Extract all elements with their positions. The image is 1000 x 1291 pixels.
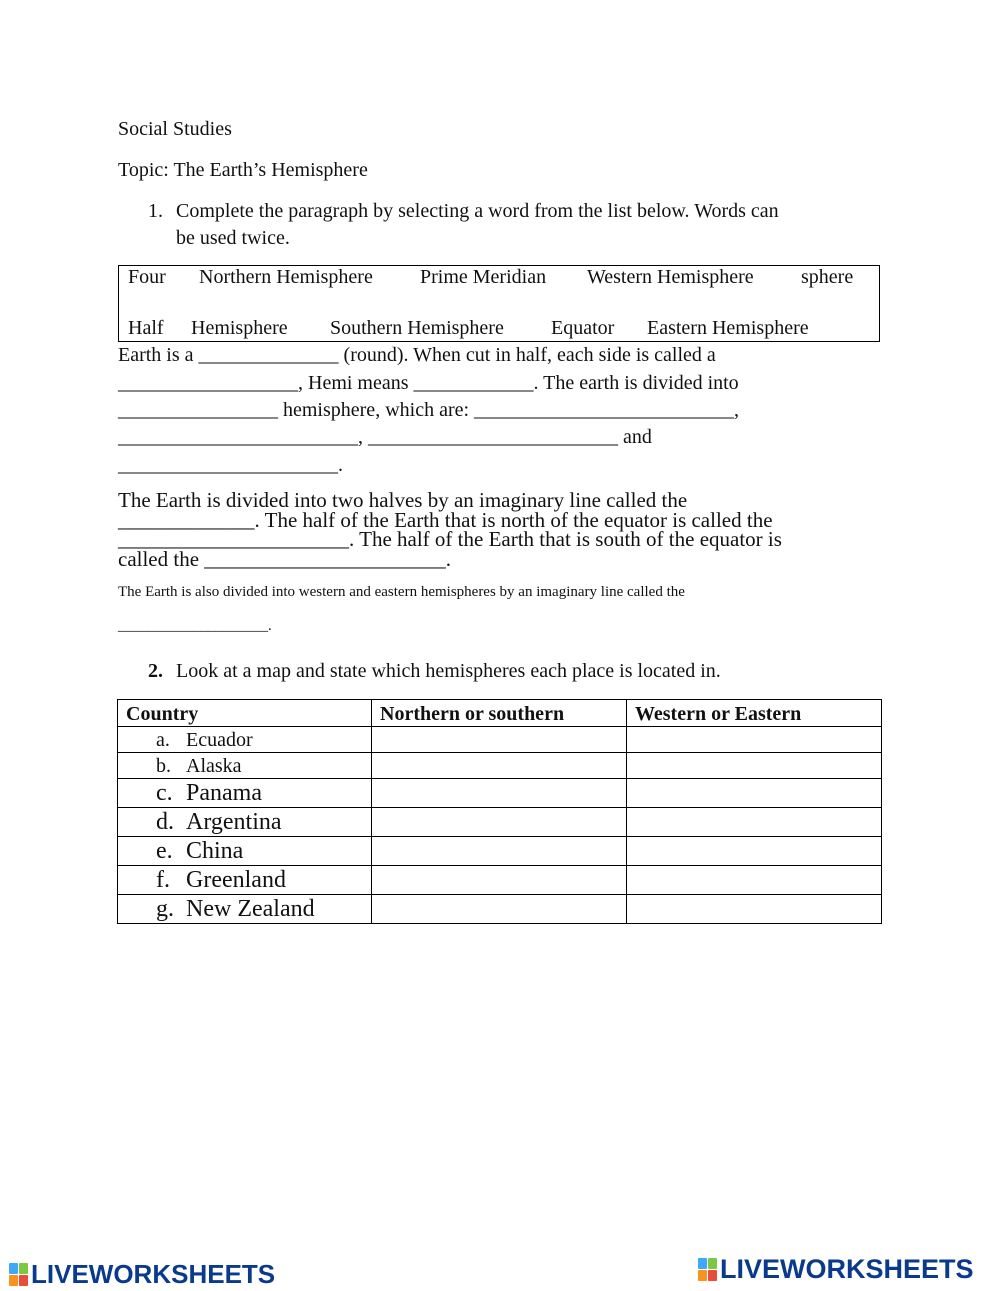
fill-in-blank[interactable]: ________________ [118,399,278,421]
table-row [118,895,882,924]
logo-block [19,1275,28,1286]
logo-block [9,1263,18,1274]
logo-block [9,1275,18,1286]
northern-southern-answer-cell[interactable] [372,866,627,895]
paragraph-1-line-2: __________________, Hemi means ____________. The earth is divided into [118,372,739,394]
word-southern-hemisphere: Southern Hemisphere [330,317,504,339]
liveworksheets-logo-left[interactable] [9,1259,275,1290]
word-four: Four [128,266,166,288]
fill-in-blank[interactable]: _______________________ [204,547,446,571]
northern-southern-answer-cell[interactable] [372,895,627,924]
country-cell: g. New Zealand [118,895,372,924]
paragraph-1-line-1: Earth is a ______________ (round). When cut in half, each side is called a [118,344,716,366]
country-cell: a. Ecuador [118,727,372,753]
logo-block [708,1258,717,1269]
header-western-eastern: Western or Eastern [627,700,882,727]
fill-in-blank[interactable]: ______________ [198,344,339,366]
northern-southern-answer-cell[interactable] [372,727,627,753]
logo-block [19,1263,28,1274]
table-row [118,727,882,753]
table-header-row [118,700,882,727]
paragraph-2-line-4: called the _______________________. [118,547,452,571]
liveworksheets-logo-right[interactable] [698,1254,974,1285]
fill-in-blank[interactable]: ______________________ [118,454,338,476]
paragraph-1-line-4: ________________________, _________________________ and [118,426,652,448]
fill-in-blank[interactable]: _________________________ [368,426,618,448]
western-eastern-answer-cell[interactable] [627,837,882,866]
table-row [118,837,882,866]
table-row [118,808,882,837]
word-equator: Equator [551,317,615,339]
western-eastern-answer-cell[interactable] [627,727,882,753]
paragraph-3-line-1: The Earth is also divided into western and eastern hemispheres by an imaginary line called the [118,584,685,600]
fill-in-blank[interactable]: _____________ [118,508,255,532]
northern-southern-answer-cell[interactable] [372,753,627,779]
word-bank [118,265,880,342]
paragraph-2-line-3: ______________________. The half of the Earth that is south of the equator is [118,527,782,551]
table-row [118,753,882,779]
logo-blocks-icon [698,1258,717,1281]
fill-in-blank[interactable]: ______________________ [118,527,349,551]
word-hemisphere: Hemisphere [191,317,288,339]
fill-in-blank[interactable]: ____________ [413,372,534,394]
header-country: Country [118,700,372,727]
question-1-number: 1. [148,200,163,222]
northern-southern-answer-cell[interactable] [372,808,627,837]
paragraph-2-line-1: The Earth is divided into two halves by an imaginary line called the [118,488,688,512]
northern-southern-answer-cell[interactable] [372,837,627,866]
country-cell: d. Argentina [118,808,372,837]
western-eastern-answer-cell[interactable] [627,895,882,924]
word-western-hemisphere: Western Hemisphere [587,266,754,288]
logo-text: LIVEWORKSHEETS [720,1254,974,1284]
western-eastern-answer-cell[interactable] [627,753,882,779]
paragraph-1-line-5: ______________________. [118,454,343,476]
table-row [118,779,882,808]
northern-southern-answer-cell[interactable] [372,779,627,808]
logo-blocks-icon [9,1263,28,1286]
western-eastern-answer-cell[interactable] [627,866,882,895]
country-cell: b. Alaska [118,753,372,779]
word-prime-meridian: Prime Meridian [420,266,547,288]
paragraph-2-line-2: _____________. The half of the Earth that is north of the equator is called the [118,508,773,532]
word-half: Half [128,317,164,339]
fill-in-blank[interactable]: __________________________ [474,399,735,421]
question-2-number: 2. [148,660,163,682]
country-cell: c. Panama [118,779,372,808]
western-eastern-answer-cell[interactable] [627,808,882,837]
paragraph-3-line-2: ____________________. [118,618,272,634]
subject-title: Social Studies [118,118,232,140]
hemisphere-table [117,699,882,924]
fill-in-blank[interactable]: ________________________ [118,426,358,448]
logo-block [708,1270,717,1281]
country-cell: f. Greenland [118,866,372,895]
fill-in-blank[interactable]: ____________________ [118,618,268,634]
word-eastern-hemisphere: Eastern Hemisphere [647,317,809,339]
paragraph-1-line-3: ________________ hemisphere, which are: __________________________, [118,399,740,421]
logo-block [698,1270,707,1281]
logo-block [698,1258,707,1269]
word-northern-hemisphere: Northern Hemisphere [199,266,373,288]
topic-title: Topic: The Earth’s Hemisphere [118,159,368,181]
word-sphere: sphere [801,266,854,288]
logo-text: LIVEWORKSHEETS [31,1259,276,1289]
western-eastern-answer-cell[interactable] [627,779,882,808]
table-row [118,866,882,895]
question-1-text-line-2: be used twice. [176,227,290,249]
country-cell: e. China [118,837,372,866]
header-northern-southern: Northern or southern [372,700,627,727]
question-1-text-line-1: Complete the paragraph by selecting a word from the list below. Words can [176,200,779,222]
question-2-text: Look at a map and state which hemispheres each place is located in. [176,660,721,682]
fill-in-blank[interactable]: __________________ [118,372,298,394]
